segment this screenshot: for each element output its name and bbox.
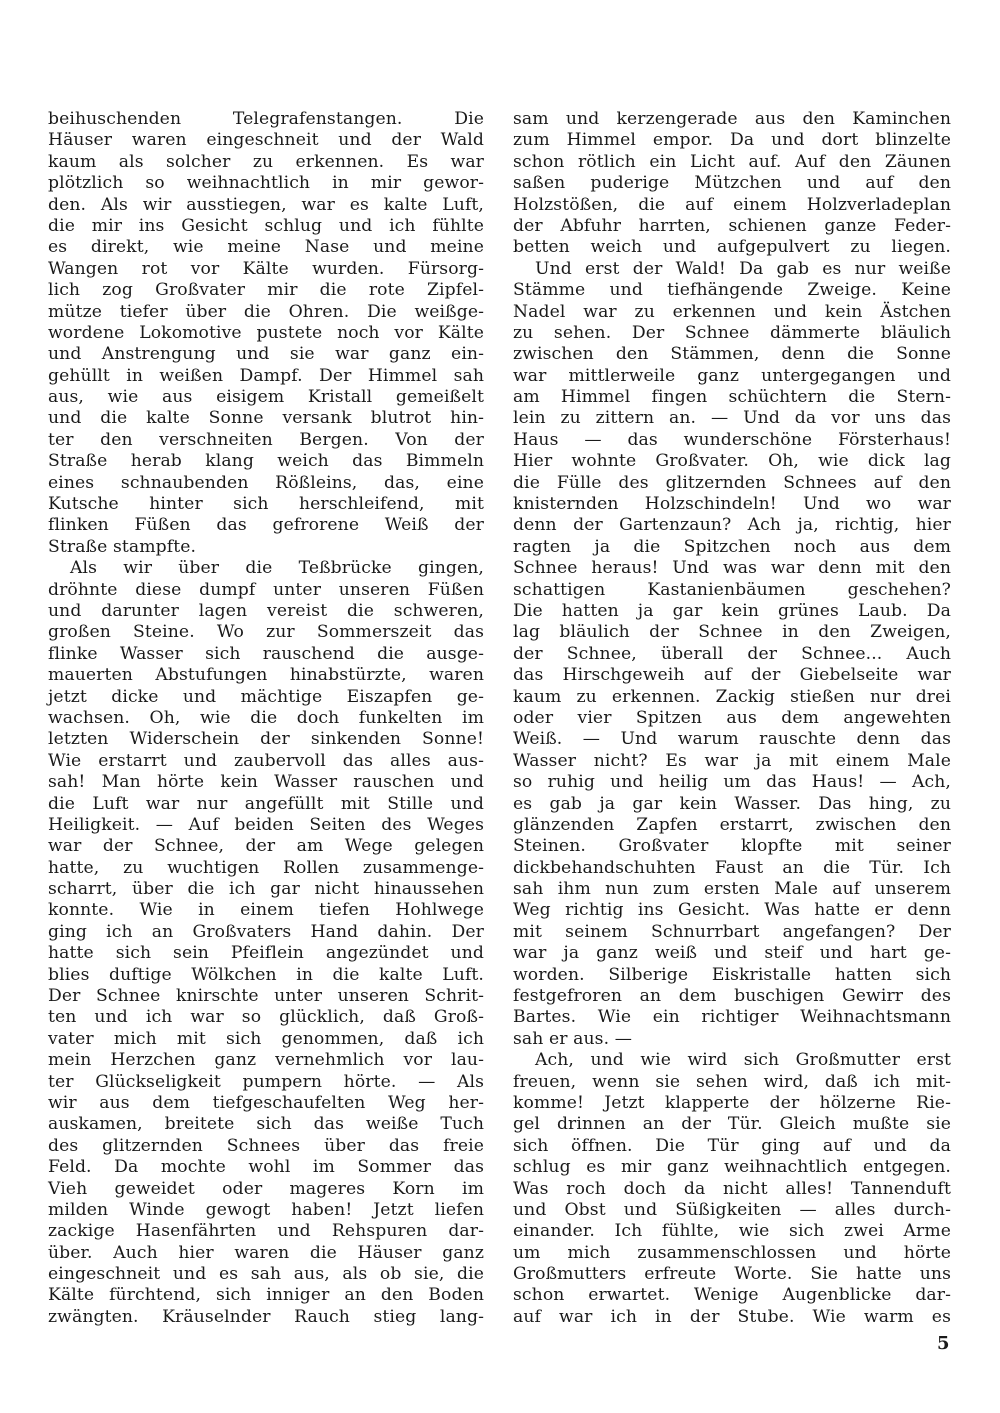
text-line: lein zu zittern an. — Und da vor uns das [513, 408, 951, 429]
text-column-right [513, 109, 951, 1328]
text-line: mit seinem Schnurrbart angefangen? Der [513, 921, 951, 942]
text-line: wordene Lokomotive pustete noch vor Kälte [48, 322, 484, 343]
text-line: war ja ganz weiß und steif und hart ge- [513, 943, 951, 964]
text-line: des glitzernden Schnees über das freie [48, 1135, 484, 1156]
text-line: schlug es mir ganz weihnachtlich entgegen. [513, 1157, 951, 1178]
text-line: Die hatten ja gar kein grünes Laub. Da [513, 600, 951, 621]
text-line: gel drinnen an der Tür. Gleich mußte sie [513, 1114, 951, 1135]
text-line: das Hirschgeweih auf der Giebelseite war [513, 665, 951, 686]
text-line: es direkt, wie meine Nase und meine [48, 237, 484, 258]
text-line: es gab ja gar kein Wasser. Das hing, zu [513, 793, 951, 814]
text-line: die Luft war nur angefüllt mit Stille und [48, 793, 484, 814]
text-line: Straße herab klang weich das Bimmeln [48, 451, 484, 472]
text-line: oder vier Spitzen aus dem angewehten [513, 707, 951, 728]
text-line: auf war ich in der Stube. Wie warm es [513, 1306, 951, 1327]
text-line: war mittlerweile ganz untergegangen und [513, 365, 951, 386]
text-line: über. Auch hier waren die Häuser ganz [48, 1242, 484, 1263]
text-line: jetzt dicke und mächtige Eiszapfen ge- [48, 686, 484, 707]
text-line: sich öffnen. Die Tür ging auf und da [513, 1135, 951, 1156]
text-line: zackige Hasenfährten und Rehspuren dar- [48, 1221, 484, 1242]
text-line: freuen, wenn sie sehen wird, daß ich mit- [513, 1071, 951, 1092]
text-line: und Obst und Süßigkeiten — alles durch- [513, 1199, 951, 1220]
text-line: aus, wie aus eisigem Kristall gemeißelt [48, 387, 484, 408]
text-line: und darunter lagen vereist die schweren, [48, 600, 484, 621]
text-line: um mich zusammenschlossen und hörte [513, 1242, 951, 1263]
text-line: ter Glückseligkeit pumpern hörte. — Als [48, 1071, 484, 1092]
text-line: milden Winde gewogt haben! Jetzt liefen [48, 1199, 484, 1220]
text-line: dröhnte diese dumpf unter unseren Füßen [48, 579, 484, 600]
text-line: knisternden Holzschindeln! Und wo war [513, 494, 951, 515]
text-line: zu sehen. Der Schnee dämmerte bläulich [513, 322, 951, 343]
text-line: Schnee heraus! Und was war denn mit den [513, 558, 951, 579]
text-line: Weiß. — Und warum rauschte denn das [513, 729, 951, 750]
text-line: war der Schnee, der am Wege gelegen [48, 836, 484, 857]
text-line: der Schnee, überall der Schnee... Auch [513, 643, 951, 664]
text-line: einander. Ich fühlte, wie sich zwei Arme [513, 1221, 951, 1242]
text-line: Vieh geweidet oder mageres Korn im [48, 1178, 484, 1199]
text-line: eines schnaubenden Rößleins, das, eine [48, 472, 484, 493]
text-line: mauerten Abstufungen hinabstürzte, waren [48, 665, 484, 686]
text-line: schattigen Kastanienbäumen geschehen? [513, 579, 951, 600]
text-line: gehüllt in weißen Dampf. Der Himmel sah [48, 365, 484, 386]
text-line: zwängten. Kräuselnder Rauch stieg lang- [48, 1306, 484, 1327]
text-line: glänzenden Zapfen erstarrt, zwischen den [513, 814, 951, 835]
text-line: ragten ja die Spitzchen noch aus dem [513, 536, 951, 557]
text-line: Steinen. Großvater klopfte mit seiner [513, 836, 951, 857]
text-line: Der Schnee knirschte unter unseren Schrit- [48, 986, 484, 1007]
text-line: Wie erstarrt und zaubervoll das alles aus- [48, 750, 484, 771]
text-line: wir aus dem tiefgeschaufelten Weg her- [48, 1092, 484, 1113]
text-line: schon rötlich ein Licht auf. Auf den Zäunen [513, 151, 951, 172]
text-line: so ruhig und heilig um das Haus! — Ach, [513, 772, 951, 793]
text-line: und Anstrengung und sie war ganz ein- [48, 344, 484, 365]
text-line: Wasser nicht? Es war ja mit einem Male [513, 750, 951, 771]
text-line: zum Himmel empor. Da und dort blinzelte [513, 130, 951, 151]
text-line: lich zog Großvater mir die rote Zipfel- [48, 280, 484, 301]
text-line: flinken Füßen das gefrorene Weiß der [48, 515, 484, 536]
text-line: hatte, zu wuchtigen Rollen zusammenge- [48, 857, 484, 878]
text-line: Haus — das wunderschöne Försterhaus! [513, 429, 951, 450]
text-line: den. Als wir ausstiegen, war es kalte Luft, [48, 194, 484, 215]
text-line: komme! Jetzt klapperte der hölzerne Rie- [513, 1092, 951, 1113]
text-line: sah ihm nun zum ersten Male auf unserem [513, 879, 951, 900]
text-line: letzten Widerschein der sinkenden Sonne! [48, 729, 484, 750]
text-line: saßen puderige Mützchen und auf den [513, 173, 951, 194]
text-line: Bartes. Wie ein richtiger Weihnachtsmann [513, 1007, 951, 1028]
text-line: hatte sich sein Pfeiflein angezündet und [48, 943, 484, 964]
text-line: der Abfuhr harrten, schienen ganze Feder- [513, 215, 951, 236]
text-line: wachsen. Oh, wie die doch funkelten im [48, 707, 484, 728]
text-line: Hier wohnte Großvater. Oh, wie dick lag [513, 451, 951, 472]
text-line: sah er aus. — [513, 1028, 633, 1049]
text-line: Und erst der Wald! Da gab es nur weiße [535, 258, 951, 279]
text-line: sah! Man hörte kein Wasser rauschen und [48, 772, 484, 793]
text-line: Nadel war zu erkennen und kein Ästchen [513, 301, 951, 322]
text-line: Wangen rot vor Kälte wurden. Fürsorg- [48, 258, 484, 279]
text-line: dickbehandschuhten Faust an die Tür. Ich [513, 857, 951, 878]
text-line: die Fülle des glitzernden Schnees auf den [513, 472, 951, 493]
text-line: Ach, und wie wird sich Großmutter erst [535, 1050, 951, 1071]
text-line: die mir ins Gesicht schlug und ich fühlte [48, 215, 484, 236]
text-line: worden. Silberige Eiskristalle hatten sich [513, 964, 951, 985]
text-line: eingeschneit und es sah aus, als ob sie, die [48, 1264, 484, 1285]
text-line: sam und kerzengerade aus den Kaminchen [513, 109, 951, 129]
text-line: Holzstößen, die auf einem Holzverladeplan [513, 194, 951, 215]
text-line: Was roch doch da nicht alles! Tannenduft [513, 1178, 951, 1199]
text-line: lag bläulich der Schnee in den Zweigen, [513, 622, 951, 643]
text-line: und die kalte Sonne versank blutrot hin- [48, 408, 484, 429]
text-line: Kälte fürchtend, sich inniger an den Boden [48, 1285, 484, 1306]
text-line: kaum zu erkennen. Zackig stießen nur drei [513, 686, 951, 707]
text-line: flinke Wasser sich rauschend die ausge- [48, 643, 484, 664]
text-line: blies duftige Wölkchen in die kalte Luft. [48, 964, 484, 985]
text-line: festgefroren an dem buschigen Gewirr des [513, 986, 951, 1007]
text-line: Stämme und tiefhängende Zweige. Keine [513, 280, 951, 301]
text-line: ter den verschneiten Bergen. Von der [48, 429, 484, 450]
page-number: 5 [937, 1333, 950, 1354]
text-line: großen Steine. Wo zur Sommerszeit das [48, 622, 484, 643]
text-line: ging ich an Großvaters Hand dahin. Der [48, 921, 484, 942]
text-line: mein Herzchen ganz vernehmlich vor lau- [48, 1050, 484, 1071]
text-line: zwischen den Stämmen, denn die Sonne [513, 344, 951, 365]
text-line: ten und ich war so glücklich, daß Groß- [48, 1007, 484, 1028]
text-line: vater mich mit sich genommen, daß ich [48, 1028, 484, 1049]
text-line: auskamen, breitete sich das weiße Tuch [48, 1114, 484, 1135]
text-line: Häuser waren eingeschneit und der Wald [48, 130, 484, 151]
text-line: kaum als solcher zu erkennen. Es war [48, 151, 484, 172]
text-line: Kutsche hinter sich herschleifend, mit [48, 494, 484, 515]
text-line: am Himmel fingen schüchtern die Stern- [513, 387, 951, 408]
text-line: Heiligkeit. — Auf beiden Seiten des Weges [48, 814, 484, 835]
text-line: mütze tiefer über die Ohren. Die weißge- [48, 301, 484, 322]
text-line: betten weich und aufgepulvert zu liegen. [513, 237, 951, 258]
text-line: scharrt, über die ich gar nicht hinaussehen [48, 879, 484, 900]
text-line: beihuschenden Telegrafenstangen. Die [48, 109, 484, 129]
text-line: konnte. Wie in einem tiefen Hohlwege [48, 900, 484, 921]
text-line: plötzlich so weihnachtlich in mir gewor- [48, 173, 484, 194]
text-line: Straße stampfte. [48, 536, 197, 557]
text-line: denn der Gartenzaun? Ach ja, richtig, hier [513, 515, 951, 536]
text-line: schon erwartet. Wenige Augenblicke dar- [513, 1285, 951, 1306]
text-line: Großmutters erfreute Worte. Sie hatte uns [513, 1264, 951, 1285]
text-line: Weg richtig ins Gesicht. Was hatte er denn [513, 900, 951, 921]
text-line: Als wir über die Teßbrücke gingen, [70, 558, 484, 579]
text-column-left [48, 109, 484, 1328]
text-line: Feld. Da mochte wohl im Sommer das [48, 1157, 484, 1178]
